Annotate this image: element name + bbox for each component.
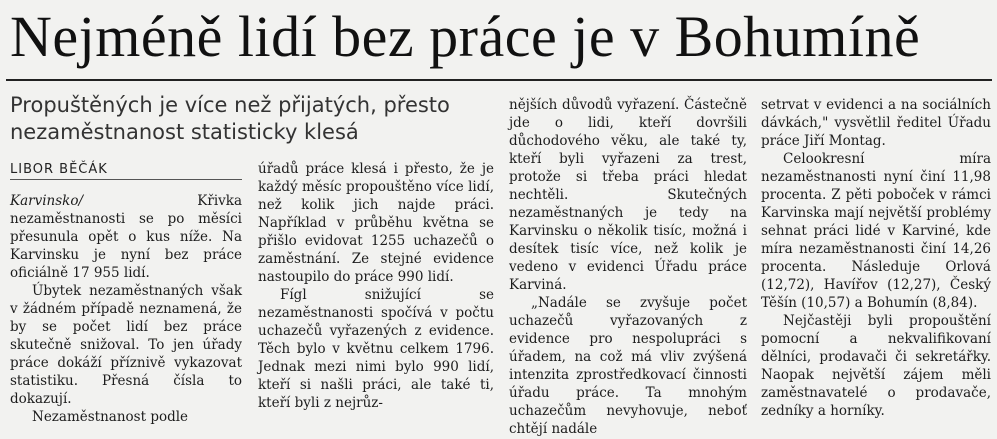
- paragraph: Úbytek nezaměstnaných však v žádném případě neznamená, že by se počet lidí bez práce skutečně snižoval. To jen úřady práce dokáží příznivě vykazovat statistiku. Přesná čísla to dokazují.: [10, 283, 242, 407]
- paragraph-text: Křivka nezaměstnanosti se po měsíci přesunula opět o kus níže. Na Karvinsku je nyní bez práce oficiálně 17 955 lidí.: [10, 193, 242, 281]
- article-column-4: [761, 96, 991, 420]
- paragraph: nějších důvodů vyřazení. Částečně jde o lidi, kteří dovršili důchodového věku, ale také ty, kteří byli vyřazeni za trest, protože si třeba práci hledat nechtěli. Skutečných nezaměstnaných je tedy na Karvinsku o několik tisíc, možná i desítek tisíc více, než kolik je vedeno v evidenci Úřadu práce Karviná.: [509, 97, 747, 293]
- paragraph: Nezaměstnanost podle: [32, 409, 189, 425]
- paragraph: setrvat v evidenci a na sociálních dávkách," vysvětlil ředitel Úřadu práce Jiří Montag.: [761, 97, 991, 149]
- paragraph: úřadů práce klesá i přesto, že je každý měsíc propouštěno více lidí, než kolik jich najde práci. Například v průběhu května se přišlo evidovat 1255 uchazečů o zaměstnání. Ze stejné evidence nastoupilo do práce 990 lidí.: [258, 161, 494, 285]
- dateline-place: Karvinsko/: [10, 193, 84, 209]
- headline-rule: [6, 79, 992, 81]
- article-byline: LIBOR BĚČÁK: [10, 162, 242, 180]
- article-column-1: [10, 192, 242, 426]
- article-subheadline: Propuštěných je více než přijatých, přesto nezaměstnanost statisticky klesá: [10, 93, 450, 144]
- paragraph: Celookresní míra nezaměstnanosti nyní činí 11,98 procenta. Z pěti poboček v rámci Karvinska mají největší problémy sehnat práci lidé v Karviné, kde míra nezaměstnanosti činí 14,26 procenta. Následuje Orlová (12,72), Havířov (12,27), Český Těšín (10,57) a Bohumín (8,84).: [761, 151, 991, 311]
- paragraph: Fígl snižující se nezaměstnanosti spočívá v počtu uchazečů vyřazených z evidence. Těch bylo v květnu celkem 1796. Jednak mezi nimi bylo 990 lidí, kteří si našli práci, ale také ti, kteří byli z nejrůz-: [258, 287, 494, 411]
- article-column-3: [509, 96, 747, 438]
- paragraph: [10, 192, 242, 282]
- article-headline: Nejméně lidí bez práce je v Bohumíně: [10, 4, 921, 69]
- paragraph: „Nadále se zvyšuje počet uchazečů vyřazovaných z evidence pro nespolupráci s úřadem, na což má vliv zvýšená intenzita zprostředkovací činnosti úřadu práce. Ta mnohým uchazečům nevyhovuje, neboť chtějí nadále: [509, 295, 747, 437]
- article-column-2: [258, 160, 494, 412]
- paragraph: Nejčastěji byli propouštění pomocní a nekvalifikovaní dělníci, prodavači či sekretářky. Naopak největší zájem měli zaměstnavatelé o prodavače, zedníky a horníky.: [761, 313, 991, 419]
